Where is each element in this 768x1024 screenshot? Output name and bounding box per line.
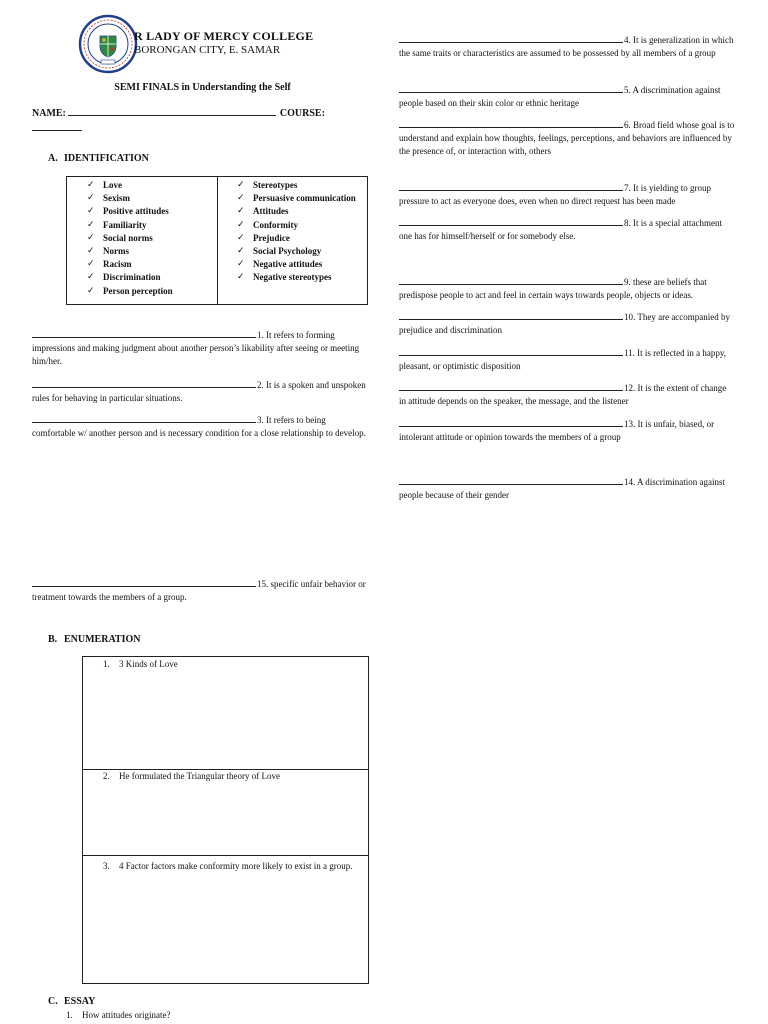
choice-item: ✓ Conformity — [237, 219, 365, 232]
question-text: 11. It is reflected in a happy, pleasant, or optimistic disposition — [399, 348, 727, 371]
school-city: BORONGAN CITY, E. SAMAR — [134, 44, 281, 56]
question-text: 3. It refers to being comfortable w/ another person and is necessary condition for a close relationship to develop. — [32, 415, 366, 438]
question-text: 13. It is unfair, biased, or intolerant attitude or opinion towards the members of a group — [399, 419, 715, 442]
exam-title: SEMI FINALS in Understanding the Self — [114, 82, 291, 93]
item-text: He formulated the Triangular theory of Love — [119, 771, 280, 781]
question-8 — [399, 216, 735, 243]
choice-item: ✓ Familiarity — [87, 219, 215, 232]
section-a-letter: A. — [48, 153, 58, 164]
answer-blank[interactable] — [399, 275, 623, 285]
question-text: 9. these are beliefs that predispose people to act and feel in certain ways towards people, objects or ideas. — [399, 277, 707, 300]
question-text: 8. It is a special attachment one has for himself/herself or for somebody else. — [399, 218, 722, 241]
question-text: 4. It is generalization in which the same traits or characteristics are assumed to be possessed by all members of a group — [399, 35, 734, 58]
question-3 — [32, 413, 368, 440]
question-text: 1. It refers to forming impressions and making judgment about another person’s likability after seeing or meeting him/her. — [32, 330, 360, 366]
answer-blank[interactable] — [399, 417, 623, 427]
choice-item: ✓ Person perception — [87, 285, 215, 298]
choice-item: ✓ Prejudice — [237, 232, 365, 245]
item-text: How attitudes originate? — [82, 1010, 171, 1020]
answer-blank[interactable] — [399, 118, 623, 128]
question-text: 6. Broad field whose goal is to understand and explain how thoughts, feelings, perceptions, and behaviors are influenced by the presence of, or interaction with, others — [399, 120, 735, 156]
choice-item: ✓ Sexism — [87, 192, 215, 205]
question-15 — [32, 577, 368, 604]
answer-blank[interactable] — [32, 378, 256, 388]
answer-blank[interactable] — [399, 475, 623, 485]
question-1 — [32, 328, 368, 368]
answer-blank[interactable] — [399, 381, 623, 391]
enumeration-item-1 — [103, 658, 360, 671]
choice-item: ✓ Norms — [87, 245, 215, 258]
name-label: NAME: — [32, 108, 66, 119]
answer-blank[interactable] — [399, 346, 623, 356]
question-2 — [32, 378, 368, 405]
answer-blank[interactable] — [399, 181, 623, 191]
course-blank[interactable] — [32, 121, 82, 131]
name-course-row — [32, 106, 362, 136]
section-c-title: ESSAY — [64, 996, 96, 1007]
choices-right-column — [237, 179, 365, 285]
question-14 — [399, 475, 735, 502]
question-13 — [399, 417, 735, 444]
choice-item: ✓ Discrimination — [87, 271, 215, 284]
section-a-heading — [48, 153, 149, 164]
choices-column-divider — [217, 177, 218, 304]
question-10 — [399, 310, 735, 337]
choice-item: ✓ Love — [87, 179, 215, 192]
enumeration-item-3 — [103, 860, 360, 873]
choice-item: ✓ Social Psychology — [237, 245, 365, 258]
item-number: 3. — [103, 861, 110, 871]
choice-item: ✓ Attitudes — [237, 205, 365, 218]
identification-choices-box — [66, 176, 368, 305]
question-12 — [399, 381, 735, 408]
answer-blank[interactable] — [32, 328, 256, 338]
section-c-letter: C. — [48, 996, 58, 1007]
enumeration-item-2 — [103, 770, 360, 783]
item-number: 1. — [66, 1010, 73, 1020]
choice-item: ✓ Stereotypes — [237, 179, 365, 192]
choice-item: ✓ Social norms — [87, 232, 215, 245]
answer-blank[interactable] — [32, 413, 256, 423]
answer-blank[interactable] — [399, 216, 623, 226]
question-6 — [399, 118, 735, 158]
item-text: 4 Factor factors make conformity more likely to exist in a group. — [119, 861, 353, 871]
choice-item: ✓ Persuasive communication — [237, 192, 365, 205]
choice-item: ✓ Racism — [87, 258, 215, 271]
name-blank[interactable] — [68, 106, 276, 116]
answer-blank[interactable] — [32, 577, 256, 587]
item-text: 3 Kinds of Love — [119, 659, 178, 669]
question-7 — [399, 181, 735, 208]
school-name: R LADY OF MERCY COLLEGE — [134, 29, 314, 43]
choice-item: ✓ Positive attitudes — [87, 205, 215, 218]
enumeration-box — [82, 656, 369, 984]
question-text: 7. It is yielding to group pressure to act as everyone does, even when no direct request has been made — [399, 183, 711, 206]
choices-left-column — [87, 179, 215, 298]
section-b-title: ENUMERATION — [64, 634, 141, 645]
question-text: 10. They are accompanied by prejudice and discrimination — [399, 312, 731, 335]
section-c-heading — [48, 996, 95, 1007]
item-number: 2. — [103, 771, 110, 781]
choice-item: ✓ Negative attitudes — [237, 258, 365, 271]
question-text: 14. A discrimination against people because of their gender — [399, 477, 725, 500]
question-5 — [399, 83, 735, 110]
question-text: 12. It is the extent of change in attitude depends on the speaker, the message, and the listener — [399, 383, 727, 406]
question-text: 5. A discrimination against people based on their skin color or ethnic heritage — [399, 85, 721, 108]
answer-blank[interactable] — [399, 33, 623, 43]
section-b-letter: B. — [48, 634, 58, 645]
section-a-title: IDENTIFICATION — [64, 153, 149, 164]
section-b-heading — [48, 634, 140, 645]
choice-item: ✓ Negative stereotypes — [237, 271, 365, 284]
question-9 — [399, 275, 735, 302]
college-seal-logo — [78, 14, 138, 74]
answer-blank[interactable] — [399, 310, 623, 320]
course-label: COURSE: — [279, 108, 325, 119]
essay-item-1 — [66, 1010, 170, 1020]
item-number: 1. — [103, 659, 110, 669]
question-text: 2. It is a spoken and unspoken rules for behaving in particular situations. — [32, 380, 366, 403]
answer-blank[interactable] — [399, 83, 623, 93]
enumeration-divider — [83, 855, 368, 856]
question-11 — [399, 346, 735, 373]
question-text: 15. specific unfair behavior or treatment towards the members of a group. — [32, 579, 366, 602]
question-4 — [399, 33, 735, 60]
